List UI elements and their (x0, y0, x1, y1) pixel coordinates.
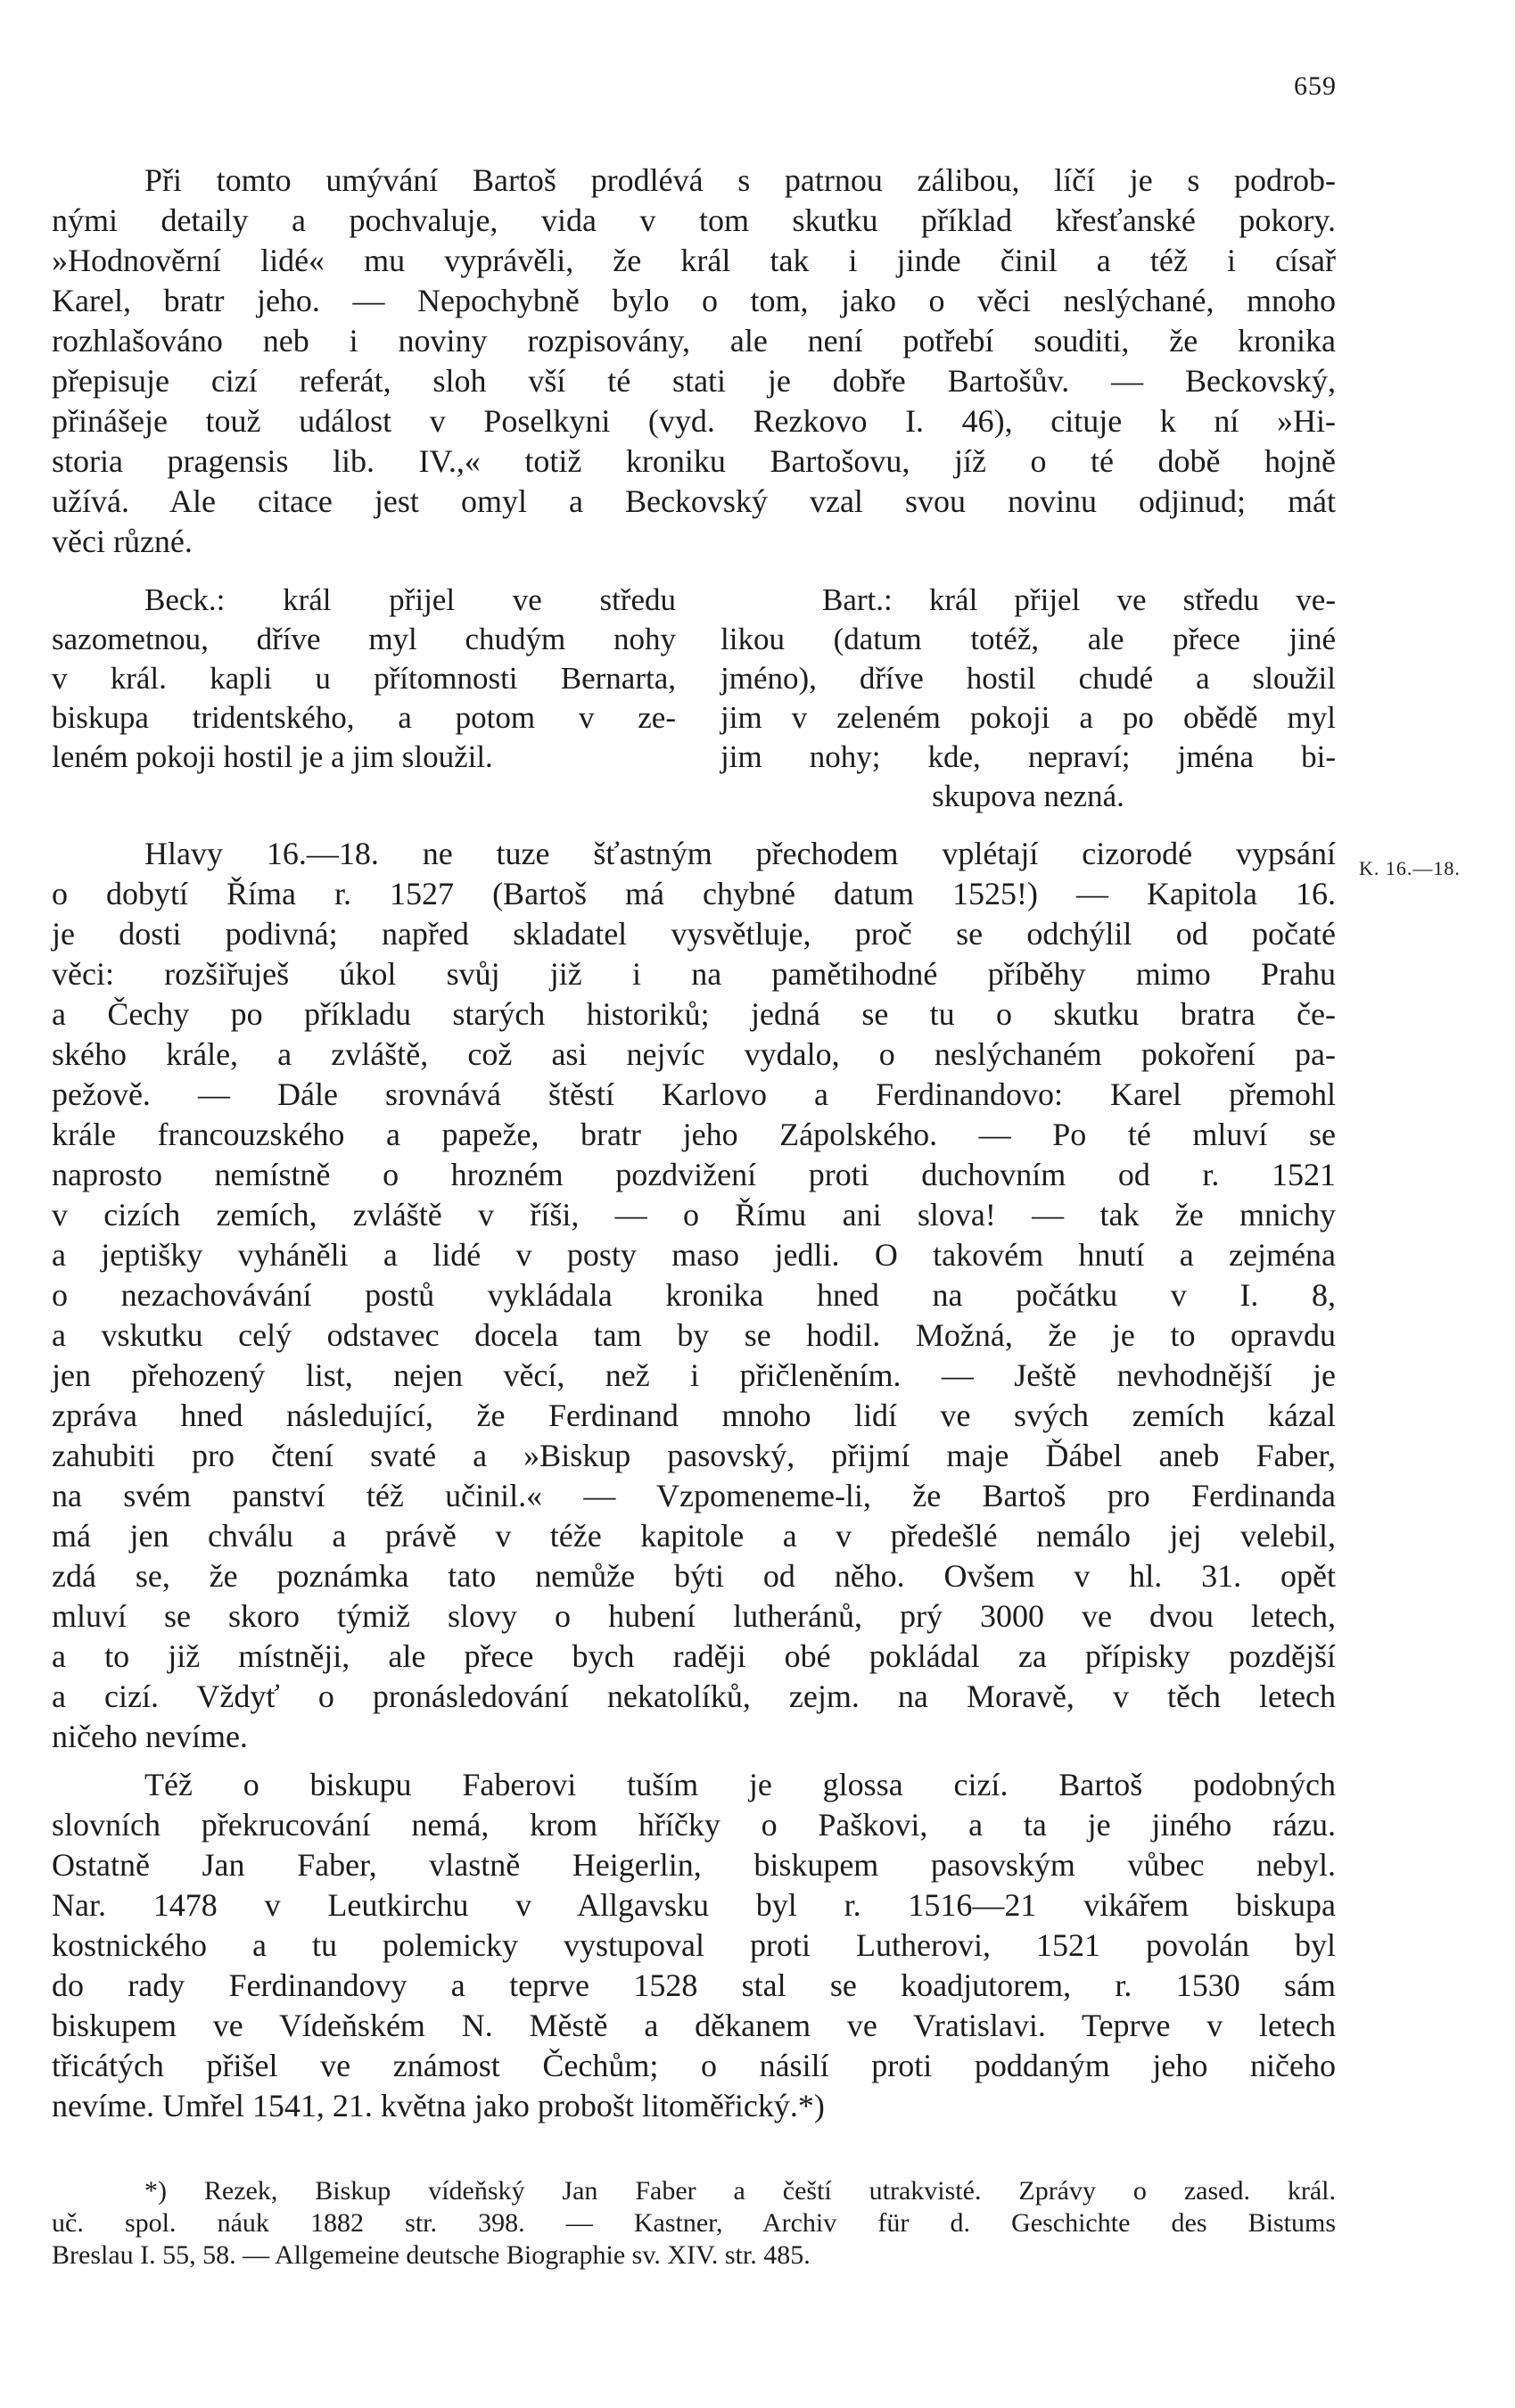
text-line: storia pragensis lib. IV.,« totiž kroniku Bartošovu, jíž o té době hojně (52, 443, 1336, 479)
column-line: biskupa tridentského, a potom v ze- (52, 700, 676, 735)
text-line: Hlavy 16.—18. ne tuze šťastným přechodem vplétají cizorodé vypsání (144, 836, 1336, 871)
text-line: zpráva hned následující, že Ferdinand mnoho lidí ve svých zemích kázal (52, 1398, 1336, 1433)
footnote-line: Breslau I. 55, 58. — Allgemeine deutsche Biographie sv. XIV. str. 485. (52, 2240, 811, 2270)
text-line: »Hodnověrní lidé« mu vyprávěli, že král tak i jinde činil a též i císař (52, 243, 1336, 278)
text-line: rozhlašováno neb i noviny rozpisovány, ale není potřebí souditi, že kronika (52, 323, 1336, 359)
footnote-line: *) Rezek, Biskup vídeňský Jan Faber a čeští utrakvisté. Zprávy o zased. král. (144, 2176, 1336, 2206)
column-line: likou (datum totéž, ale přece jiné (720, 622, 1336, 656)
text-line: Při tomto umývání Bartoš prodlévá s patrnou zálibou, líčí je s podrob- (144, 162, 1336, 198)
column-line: skupova nezná. (932, 779, 1124, 813)
text-line: kostnického a tu polemicky vystupoval proti Lutherovi, 1521 povolán byl (52, 1927, 1336, 1963)
text-line: nými detaily a pochvaluje, vida v tom skutku příklad křesťanské pokory. (52, 202, 1336, 238)
text-line: přinášeje touž událost v Poselkyni (vyd. Rezkovo I. 46), cituje k ní »Hi- (52, 403, 1336, 439)
text-line: zahubiti pro čtení svaté a »Biskup pasovský, přijmí maje Ďábel aneb Faber, (52, 1438, 1336, 1473)
text-line: a to již místněji, ale přece bych raději obé pokládal za přípisky pozdější (52, 1638, 1336, 1674)
text-line: pežově. — Dále srovnává štěstí Karlovo a Ferdinandovo: Karel přemohl (52, 1076, 1336, 1112)
column-line: Beck.: král přijel ve středu (144, 582, 676, 617)
text-line: má jen chválu a právě v téže kapitole a v předešlé nemálo jej velebil, (52, 1518, 1336, 1554)
text-line: Ostatně Jan Faber, vlastně Heigerlin, biskupem pasovským vůbec nebyl. (52, 1847, 1336, 1883)
column-line: sazometnou, dříve myl chudým nohy (52, 622, 676, 656)
intro-paragraph (52, 161, 1336, 562)
page-number: 659 (1294, 71, 1337, 101)
column-line: v král. kapli u přítomnosti Bernarta, (52, 661, 676, 696)
footnote (52, 2175, 1336, 2272)
text-line: Nar. 1478 v Leutkirchu v Allgavsku byl r. 1516—21 vikářem biskupa (52, 1887, 1336, 1923)
text-line: krále francouzského a papeže, bratr jeho Zápolského. — Po té mluví se (52, 1117, 1336, 1152)
text-line: mluví se skoro týmiž slovy o hubení lutheránů, prý 3000 ve dvou letech, (52, 1598, 1336, 1634)
text-line: užívá. Ale citace jest omyl a Beckovský vzal svou novinu odjinud; mát (52, 483, 1336, 519)
text-line: jen přehozený list, nejen věcí, než i přičleněním. — Ještě nevhodnější je (52, 1357, 1336, 1393)
column-line: jim v zeleném pokoji a po obědě myl (720, 700, 1336, 735)
text-line: naprosto nemístně o hrozném pozdvižení proti duchovním od r. 1521 (52, 1157, 1336, 1192)
faber-paragraph (52, 1765, 1336, 2126)
column-line: jim nohy; kde, nepraví; jména bi- (720, 739, 1336, 774)
text-line: zdá se, že poznámka tato nemůže býti od něho. Ovšem v hl. 31. opět (52, 1558, 1336, 1594)
text-line: a vskutku celý odstavec docela tam by se hodil. Možná, že je to opravdu (52, 1317, 1336, 1353)
column-line: leném pokoji hostil je a jim sloužil. (52, 739, 493, 774)
text-line: a cizí. Vždyť o pronásledování nekatolíků, zejm. na Moravě, v těch letech (52, 1678, 1336, 1714)
text-line: přepisuje cizí referát, sloh vší té stati je dobře Bartošův. — Beckovský, (52, 363, 1336, 399)
text-line: do rady Ferdinandovy a teprve 1528 stal se koadjutorem, r. 1530 sám (52, 1967, 1336, 2003)
text-line: je dosti podivná; napřed skladatel vysvětluje, proč se odchýlil od počaté (52, 916, 1336, 952)
text-line: ského krále, a zvláště, což asi nejvíc vydalo, o neslýchaném pokoření pa- (52, 1036, 1336, 1072)
comparison-column-bartos (720, 581, 1336, 816)
text-line: nevíme. Umřel 1541, 21. května jako probošt litoměřický.*) (52, 2088, 825, 2123)
column-line: Bart.: král přijel ve středu ve- (822, 582, 1336, 617)
text-line: a jeptišky vyháněli a lidé v posty maso jedli. O takovém hnutí a zejména (52, 1237, 1336, 1273)
text-line: o dobytí Říma r. 1527 (Bartoš má chybné datum 1525!) — Kapitola 16. (52, 876, 1336, 911)
margin-note: K. 16.—18. (1359, 857, 1461, 879)
text-line: Též o biskupu Faberovi tuším je glossa cizí. Bartoš podobných (144, 1767, 1336, 1802)
text-line: a Čechy po příkladu starých historiků; jedná se tu o skutku bratra če- (52, 996, 1336, 1032)
text-line: slovních překrucování nemá, krom hříčky o Paškovi, a ta je jiného rázu. (52, 1807, 1336, 1843)
text-line: biskupem ve Vídeňském N. Městě a děkanem ve Vratislavi. Teprve v letech (52, 2008, 1336, 2043)
main-paragraph (52, 834, 1336, 1757)
text-line: věci různé. (52, 524, 193, 559)
text-line: v cizích zemích, zvláště v říši, — o Římu ani slova! — tak že mnichy (52, 1197, 1336, 1233)
column-line: jméno), dříve hostil chudé a sloužil (720, 661, 1336, 696)
text-line: o nezachovávání postů vykládala kronika hned na počátku v I. 8, (52, 1277, 1336, 1313)
text-line: Karel, bratr jeho. — Nepochybně bylo o tom, jako o věci neslýchané, mnoho (52, 283, 1336, 318)
text-line: věci: rozšiřuješ úkol svůj již i na pamětihodné příběhy mimo Prahu (52, 956, 1336, 992)
text-line: třicátých přišel ve známost Čechům; o násilí proti poddaným jeho ničeho (52, 2048, 1336, 2083)
text-line: ničeho nevíme. (52, 1719, 248, 1754)
comparison-column-beckovsky (52, 581, 676, 777)
footnote-line: uč. spol. náuk 1882 str. 398. — Kastner, Archiv für d. Geschichte des Bistums (52, 2208, 1336, 2238)
text-line: na svém panství též učinil.« — Vzpomeneme-li, že Bartoš pro Ferdinanda (52, 1478, 1336, 1513)
